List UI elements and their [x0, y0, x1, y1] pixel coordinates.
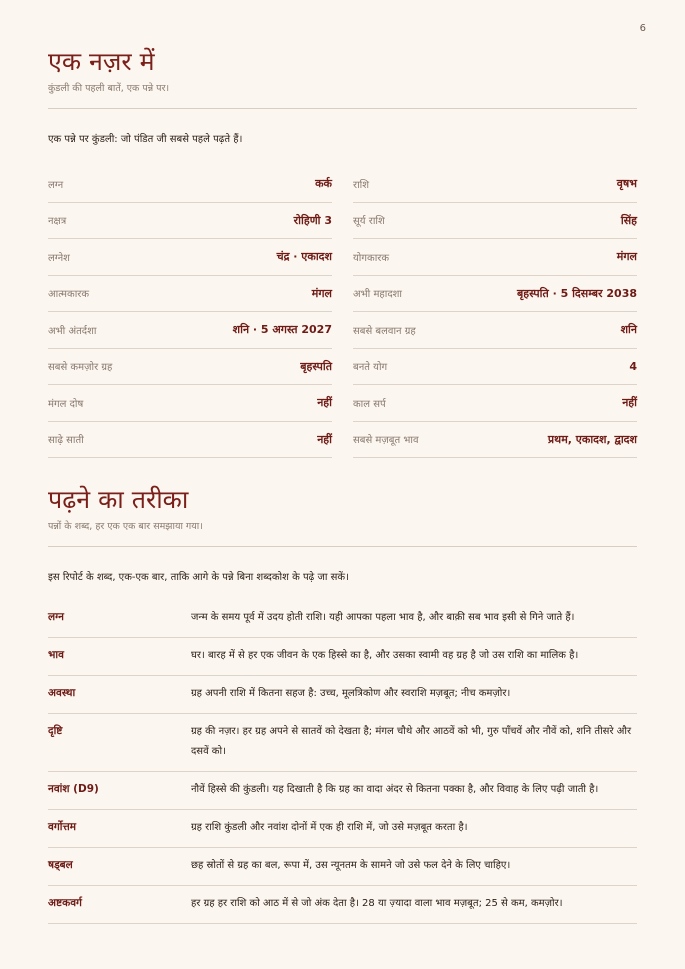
glance-key: नक्षत्र — [48, 216, 67, 228]
glance-key: मंगल दोष — [48, 398, 84, 410]
glance-cell — [353, 422, 637, 459]
glance-row — [48, 422, 637, 459]
glance-row — [48, 349, 637, 386]
glossary-definition: घर। बारह में से हर एक जीवन के एक हिस्से का है, और उसका स्वामी वह ग्रह है जो उस राशि का मालिक है। — [191, 650, 579, 661]
glance-grid — [48, 166, 637, 458]
glance-row — [48, 239, 637, 276]
glance-value: वृषभ — [616, 177, 637, 191]
glance-key: राशि — [353, 179, 370, 191]
glossary-term: वर्गोत्तम — [48, 821, 77, 833]
glossary-row — [48, 638, 637, 676]
glance-row — [48, 312, 637, 349]
glance-value: नहीं — [622, 396, 637, 410]
glance-key: सबसे बलवान ग्रह — [353, 325, 416, 337]
glossary — [48, 600, 637, 924]
glance-cell — [353, 203, 637, 240]
glance-key: आत्मकारक — [48, 289, 90, 301]
glossary-row — [48, 600, 637, 638]
glance-value: मंगल — [616, 250, 637, 264]
glance-row — [48, 276, 637, 313]
glance-key: सूर्य राशि — [353, 216, 385, 228]
glance-value: बृहस्पति — [300, 359, 332, 373]
glance-key: अभी महादशा — [353, 289, 403, 301]
glance-value: शनि — [620, 323, 637, 337]
glossary-definition: ग्रह राशि कुंडली और नवांश दोनों में एक ही राशि में, जो उसे मज़बूत करता है। — [191, 822, 468, 833]
glance-key: अभी अंतर्दशा — [48, 325, 97, 337]
glance-cell — [48, 239, 332, 276]
page-number: 6 — [639, 23, 646, 34]
glossary-row — [48, 886, 637, 924]
glance-cell — [48, 312, 332, 349]
glance-value: नहीं — [317, 432, 332, 446]
glance-cell — [48, 349, 332, 386]
glossary-definition: हर ग्रह हर राशि को आठ में से जो अंक देता है। 28 या ज़्यादा वाला भाव मज़बूत; 25 से कम, कमज़ोर। — [191, 898, 563, 909]
glance-cell — [48, 385, 332, 422]
glance-intro: एक पन्ने पर कुंडली: जो पंडित जी सबसे पहले पढ़ते हैं। — [48, 134, 243, 145]
glossary-term: लग्न — [48, 611, 64, 623]
glossary-definition: ग्रह की नज़र। हर ग्रह अपने से सातवें को देखता है; मंगल चौथे और आठवें को भी, गुरु पाँचवें और नौवें को, शनि तीसरे और दसवें को। — [191, 726, 632, 757]
glossary-row — [48, 772, 637, 810]
glossary-definition: छह स्रोतों से ग्रह का बल, रूपा में, उस न्यूनतम के सामने जो उसे फल देने के लिए चाहिए। — [191, 860, 511, 871]
glance-cell — [48, 166, 332, 203]
glance-value: मंगल — [311, 286, 332, 300]
glance-row — [48, 166, 637, 203]
glance-cell — [48, 422, 332, 459]
glossary-term: भाव — [48, 649, 64, 661]
glance-value: शनि · 5 अगस्त 2027 — [232, 323, 332, 337]
glance-value: सिंह — [620, 213, 637, 227]
glance-subtitle: कुंडली की पहली बातें, एक पन्ने पर। — [48, 83, 170, 94]
glance-row — [48, 385, 637, 422]
glance-key: काल सर्प — [353, 398, 386, 410]
glossary-row — [48, 810, 637, 848]
glance-key: साढ़े साती — [48, 435, 84, 447]
glossary-row — [48, 714, 637, 772]
glance-value: रोहिणी 3 — [293, 213, 332, 227]
glance-cell — [353, 166, 637, 203]
glance-header — [48, 46, 637, 145]
glance-value: कर्क — [315, 177, 332, 191]
glance-cell — [353, 312, 637, 349]
reading-subtitle: पन्नों के शब्द, हर एक एक बार समझाया गया। — [48, 521, 203, 532]
divider — [48, 546, 637, 547]
glance-key: योगकारक — [353, 252, 390, 264]
glance-cell — [353, 385, 637, 422]
glance-cell — [353, 239, 637, 276]
reading-title: पढ़ने का तरीका — [48, 485, 189, 514]
reading-intro: इस रिपोर्ट के शब्द, एक-एक बार, ताकि आगे के पन्ने बिना शब्दकोश के पढ़े जा सकें। — [48, 572, 349, 583]
glance-cell — [353, 349, 637, 386]
glossary-definition: ग्रह अपनी राशि में कितना सहज है: उच्च, मूलत्रिकोण और स्वराशि मज़बूत; नीच कमज़ोर। — [191, 688, 511, 699]
glance-value: प्रथम, एकादश, द्वादश — [547, 432, 637, 446]
glossary-definition: नौवें हिस्से की कुंडली। यह दिखाती है कि ग्रह का वादा अंदर से कितना पक्का है, और विवाह के लिए पढ़ी जाती है। — [191, 784, 599, 795]
glance-value: नहीं — [317, 396, 332, 410]
divider — [48, 108, 637, 109]
glance-title: एक नज़र में — [48, 47, 155, 76]
glossary-term: अष्टकवर्ग — [48, 897, 82, 909]
glance-cell — [48, 276, 332, 313]
glossary-term: अवस्था — [48, 687, 76, 699]
glance-value: 4 — [629, 359, 637, 373]
glossary-row — [48, 676, 637, 714]
glossary-term: दृष्टि — [48, 725, 63, 737]
glance-key: सबसे मज़बूत भाव — [353, 435, 419, 447]
glance-value: चंद्र · एकादश — [276, 250, 332, 264]
glossary-definition: जन्म के समय पूर्व में उदय होती राशि। यही आपका पहला भाव है, और बाक़ी सब भाव इसी से गिने जाते हैं। — [191, 612, 575, 623]
glance-row — [48, 203, 637, 240]
glance-cell — [353, 276, 637, 313]
glance-key: सबसे कमज़ोर ग्रह — [48, 362, 113, 374]
reading-header — [48, 484, 637, 583]
glance-value: बृहस्पति · 5 दिसम्बर 2038 — [516, 286, 637, 300]
glance-key: लग्नेश — [48, 252, 70, 264]
glance-key: लग्न — [48, 179, 64, 191]
glossary-term: षड्बल — [48, 859, 73, 871]
glance-key: बनते योग — [353, 362, 388, 374]
glossary-row — [48, 848, 637, 886]
glance-cell — [48, 203, 332, 240]
glossary-term: नवांश (D9) — [48, 783, 99, 795]
